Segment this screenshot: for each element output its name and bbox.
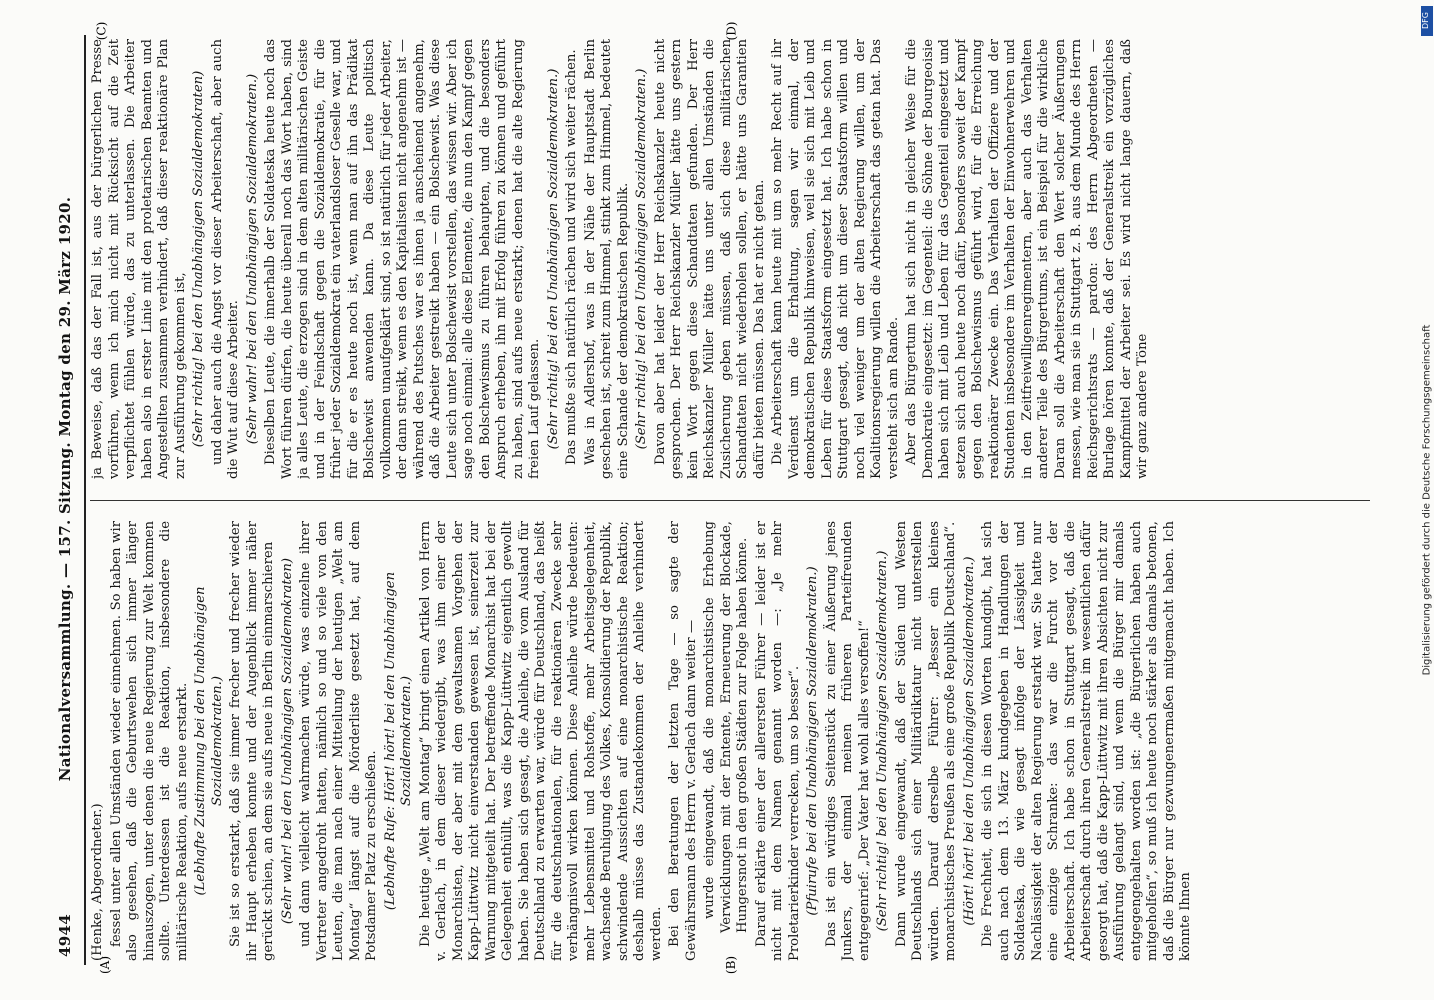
interjection: (Pfuirufe bei den Unabhängigen Sozialdemokraten.): [805, 566, 820, 916]
interjection: (Lebhafte Zustimmung bei den Unabhängigen Sozialdemokraten.): [193, 586, 225, 896]
interjection: (Lebhafte Rufe: Hört! hört! bei den Unabhängigen Sozialdemokraten.): [382, 571, 414, 911]
left-column: [90, 521, 1370, 961]
paragraph: Das mußte sich natürlich rächen und wird sich weiter rächen.: [564, 49, 579, 465]
credit-text: Digitalisierung gefördert durch die Deutsche Forschungsgemeinschaft: [1421, 324, 1433, 676]
interjection: (Sehr wahr! bei den Unabhängigen Sozialdemokraten): [279, 557, 295, 925]
paragraph: fessel unter allen Umständen wieder einnehmen. So haben wir also gesehen, daß die Geburtswehen sich immer länger hinauszogen, unter denen die neue Regierung zur Welt kommen sollte. Unterdessen ist die Reaktion, insbesondere die militärische Reaktion, aufs neue erstarkt.: [108, 521, 190, 961]
interjection: (Sehr richtig! bei den Unabhängigen Sozialdemokraten.): [634, 68, 649, 450]
column-divider: [90, 500, 1370, 501]
margin-marker-b: (B): [724, 955, 739, 975]
interjection: (Sehr richtig! bei den Unabhängigen Sozialdemokraten.): [545, 68, 561, 450]
margin-marker-c: (C): [94, 21, 109, 41]
paragraph: Aber das Bürgertum hat sich nicht in gleicher Weise für die Demokratie eingesetzt: im Gegenteil: die Söhne der Bourgeoisie haben sich mit Leib und Leben für das Gegenteil eingesetzt und setzen sich auch heute noch dafür, besonders soweit der Kampf gegen den Bolschewismus geführt wird, für die Erreichung reaktionärer Zwecke ein. Das Verhalten der Offiziere und der Studenten insbesondere im Verhalten der Einwohnerwehren und in den Zeitfreiwilligenregimentern, aber auch das Verhalten anderer Teile des Bürgertums, ist ein Beispiel für die wirkliche Daran soll die Arbeiterschaft den Wert solcher Äußerungen messen, wie man sie in Stuttgart z. B. aus dem Munde des Herrn Reichsgerichtsrats — pardon: des Herrn Abgeordneten — Burlage hören konnte, daß der Generalstreik ein vorzügliches Kampfmittel der Arbeiter sei. Es wird nicht lange dauern, daß wir ganz andere Töne: [904, 39, 1150, 479]
digitization-credit: [1419, 0, 1434, 1000]
interjection: (Hört! hört! bei den Unabhängigen Sozialdemokraten.): [961, 556, 977, 926]
paragraph: ja Beweise, daß das der Fall ist, aus der bürgerlichen Presse vorführen, wenn ich mich nicht mit Rücksicht auf die Zeit verpflichtet fühlen würde, das zu unterlassen. Die Arbeiter haben also in erster Linie mit den proletarischen Beamten und Angestellten zusammen verhindert, daß dieser reaktionäre Plan zur Ausführung gekommen ist,: [90, 39, 188, 479]
page-number: 4944: [56, 914, 74, 957]
paragraph: Die Frechheit, die sich in diesen Worten kundgibt, hat sich auch nach dem 13. März kundgegeben in Handlungen der Soldateska, die wie gesagt infolge der Lässigkeit und Nachlässigkeit der alten Regierung erstarkt war. Sie hatte nur eine einzige Schranke: das war die Furcht vor der Arbeiterschaft. Ich habe schon in Stuttgart gesagt, daß die Arbeiterschaft durch ihren Generalstreik im wesentlichen dafür gesorgt hat, daß die Kapp-Lüttwitz mit ihren Absichten nicht zur Ausführung gelangt sind, und wenn die Bürger mir damals entgegengehalten worden ist: „die Bürgerlichen haben auch mitgeholfen“, so muß ich heute noch stärker als damals betonen, daß die Bürger nur gezwungenermaßen mitgemacht haben. Ich könnte Ihnen: [980, 521, 1193, 961]
paragraph: Davon aber hat leider der Herr Reichskanzler heute nicht gesprochen. Der Herr Reichskanzler Müller hätte uns gestern kein Wort gegen diese Schandtaten gefunden. Der Herr Reichskanzler Müller hätte uns unter allen Umständen die Zusicherung geben müssen, daß sich diese militärischen Schandtaten nicht wiederholen sollen, er hätte uns Garantien dafür bieten müssen. Das hat er nicht getan.: [652, 39, 767, 479]
page-header: [50, 35, 86, 965]
speaker-label: (Henke, Abgeordneter.): [90, 803, 105, 961]
paragraph: Das ist ein würdiges Seitenstück zu einer Äußerung jenes Junkers, der einmal meinen früheren Parteifreunden entgegenrief: „Der Vater hat wohl alles versoffen!“: [823, 521, 872, 961]
paragraph: Die heutige „Welt am Montag“ bringt einen Artikel von Herrn v. Gerlach, in dem dieser wiedergibt, was ihm einer der Monarchisten, der aber mit dem gewaltsamen Vorgehen der Kapp-Lüttwitz nicht einverstanden gewesen ist, seinerzeit zur Warnung mitgeteilt hat. Der betreffende Monarchist hat bei der Gelegenheit enthüllt, was die Kapp-Lüttwitz eigentlich gewollt haben. Sie haben sich gesagt, die Anleihe, die vom Ausland für Deutschland zu erwarten war, würde für Deutschland, das heißt für die deutschnationalen, für die reaktionären Zwecke sehr verhängnisvoll wirken können. Diese Anleihe würde bedeuten: mehr Lebensmittel und Rohstoffe, mehr Arbeitsgelegenheit, wachsende Beruhigung des Volkes, Konsolidierung der Republik, schwindende Aussichten auf eine monarchistische Reaktion; deshalb müsse das Zustandekommen der Anleihe verhindert werden.: [417, 521, 664, 961]
paragraph: und dann vielleicht wahrmachen würde, was einzelne ihrer Vertreter angedroht hatten, nämlich so und so viele von den Leuten, die man nach einer Mitteilung der heutigen „Welt am Montag“ längst auf die Mörderliste gesetzt hat, auf dem Potsdamer Platz zu erschießen.: [298, 521, 379, 961]
paragraph: Bei den Beratungen der letzten Tage — so sagte der Gewährsmann des Herrn v. Gerlach dann weiter —: [667, 521, 699, 961]
right-column: [90, 39, 1370, 479]
paragraph: Dieselben Leute, die innerhalb der Soldateska heute noch das Wort führen dürfen, die heute überall noch das Wort haben, sind ja alles Leute, die erzogen sind in dem alten militärischen Geiste und in der Feindschaft gegen die Sozialdemokratie, für die früher jeder Sozialdemokrat ein vaterlandsloser Geselle war, und für die er es heute noch ist, wenn man auf ihn das Prädikat Bolschewist anwenden kann. Da diese Leute politisch vollkommen unaufgeklärt sind, so ist natürlich für jeder Arbeiter, der dann streikt, wenn es den Kapitalisten nicht angenehm ist — während des Putsches war es ihnen ja anscheinend angenehm, daß die Arbeiter gestreikt haben — ein Bolschewist. Was diese Leute sich unter Bolschewist vorstellen, das wissen wir. Aber ich sage noch einmal: alle diese Elemente, die nun den Kampf gegen den Bolschewismus zu führen behaupten, und die besonders Anspruch erheben, ihn mit Erfolg führen zu können und geführt zu haben, sind aufs neue erstarkt; denen hat die alte Regierung freien Lauf gelassen.: [263, 39, 542, 479]
paragraph: Die Arbeiterschaft kann heute mit um so mehr Recht auf ihr Verdienst um die Erhaltung, sagen wir einmal, der demokratischen Republik hinweisen, weil sie sich mit Leib und Leben für diese Staatsform eingesetzt hat. Ich habe schon in Stuttgart gesagt, daß nicht um dieser Staatsform willen und noch viel weniger um der alten Regierung willen, um der Koalitionsregierung willen die Arbeiterschaft das getan hat. Das versteht sich am Rande.: [770, 39, 901, 479]
rotated-document: [50, 35, 1380, 965]
paragraph: Dann wurde eingewandt, daß der Süden und Westen Deutschlands sich einer Militärdiktatur nicht unterstellen würden. Darauf derselbe Führer: „Besser ein kleines monarchistisches Preußen als eine große Republik Deutschland“.: [893, 521, 958, 961]
paragraph: wurde eingewandt, daß die monarchistische Erhebung Verwicklungen mit der Entente, Erneuerung der Blockade, Hungersnot in den großen Städten zur Folge haben könne.: [702, 521, 750, 933]
paragraph: Darauf erklärte einer der allerersten Führer — leider ist er nicht mit dem Namen genannt worden —: „Je mehr Proletarierkinder verrecken, um so besser“.: [753, 521, 802, 961]
paragraph: Sie ist so erstarkt, daß sie immer frecher und frecher wieder ihr Haupt erheben konnte und der Augenblick immer näher gerückt schien, an dem sie aufs neue in Berlin einmarschieren: [228, 521, 276, 961]
interjection: (Sehr wahr! bei den Unabhängigen Sozialdemokraten.): [244, 73, 260, 445]
paragraph: und daher auch die Angst vor dieser Arbeiterschaft, aber auch die Wut auf diese Arbeiter.: [209, 39, 241, 479]
page-title: Nationalversammlung. — 157. Sitzung. Montag den 29. März 1920.: [56, 196, 74, 782]
dfg-logo: DFG: [1421, 6, 1433, 36]
margin-marker-d: (D): [724, 21, 739, 41]
interjection: (Sehr richtig! bei den Unabhängigen Sozialdemokraten.): [875, 550, 890, 932]
paragraph: Was in Adlershof, was in der Nähe der Hauptstadt Berlin geschehen ist, schreit zum Himmel, stinkt zum Himmel, bedeutet eine Schande der demokratischen Republik.: [582, 39, 631, 479]
interjection: (Sehr richtig! bei den Unabhängigen Sozialdemokraten): [191, 70, 206, 448]
margin-marker-a: (A): [98, 955, 113, 975]
